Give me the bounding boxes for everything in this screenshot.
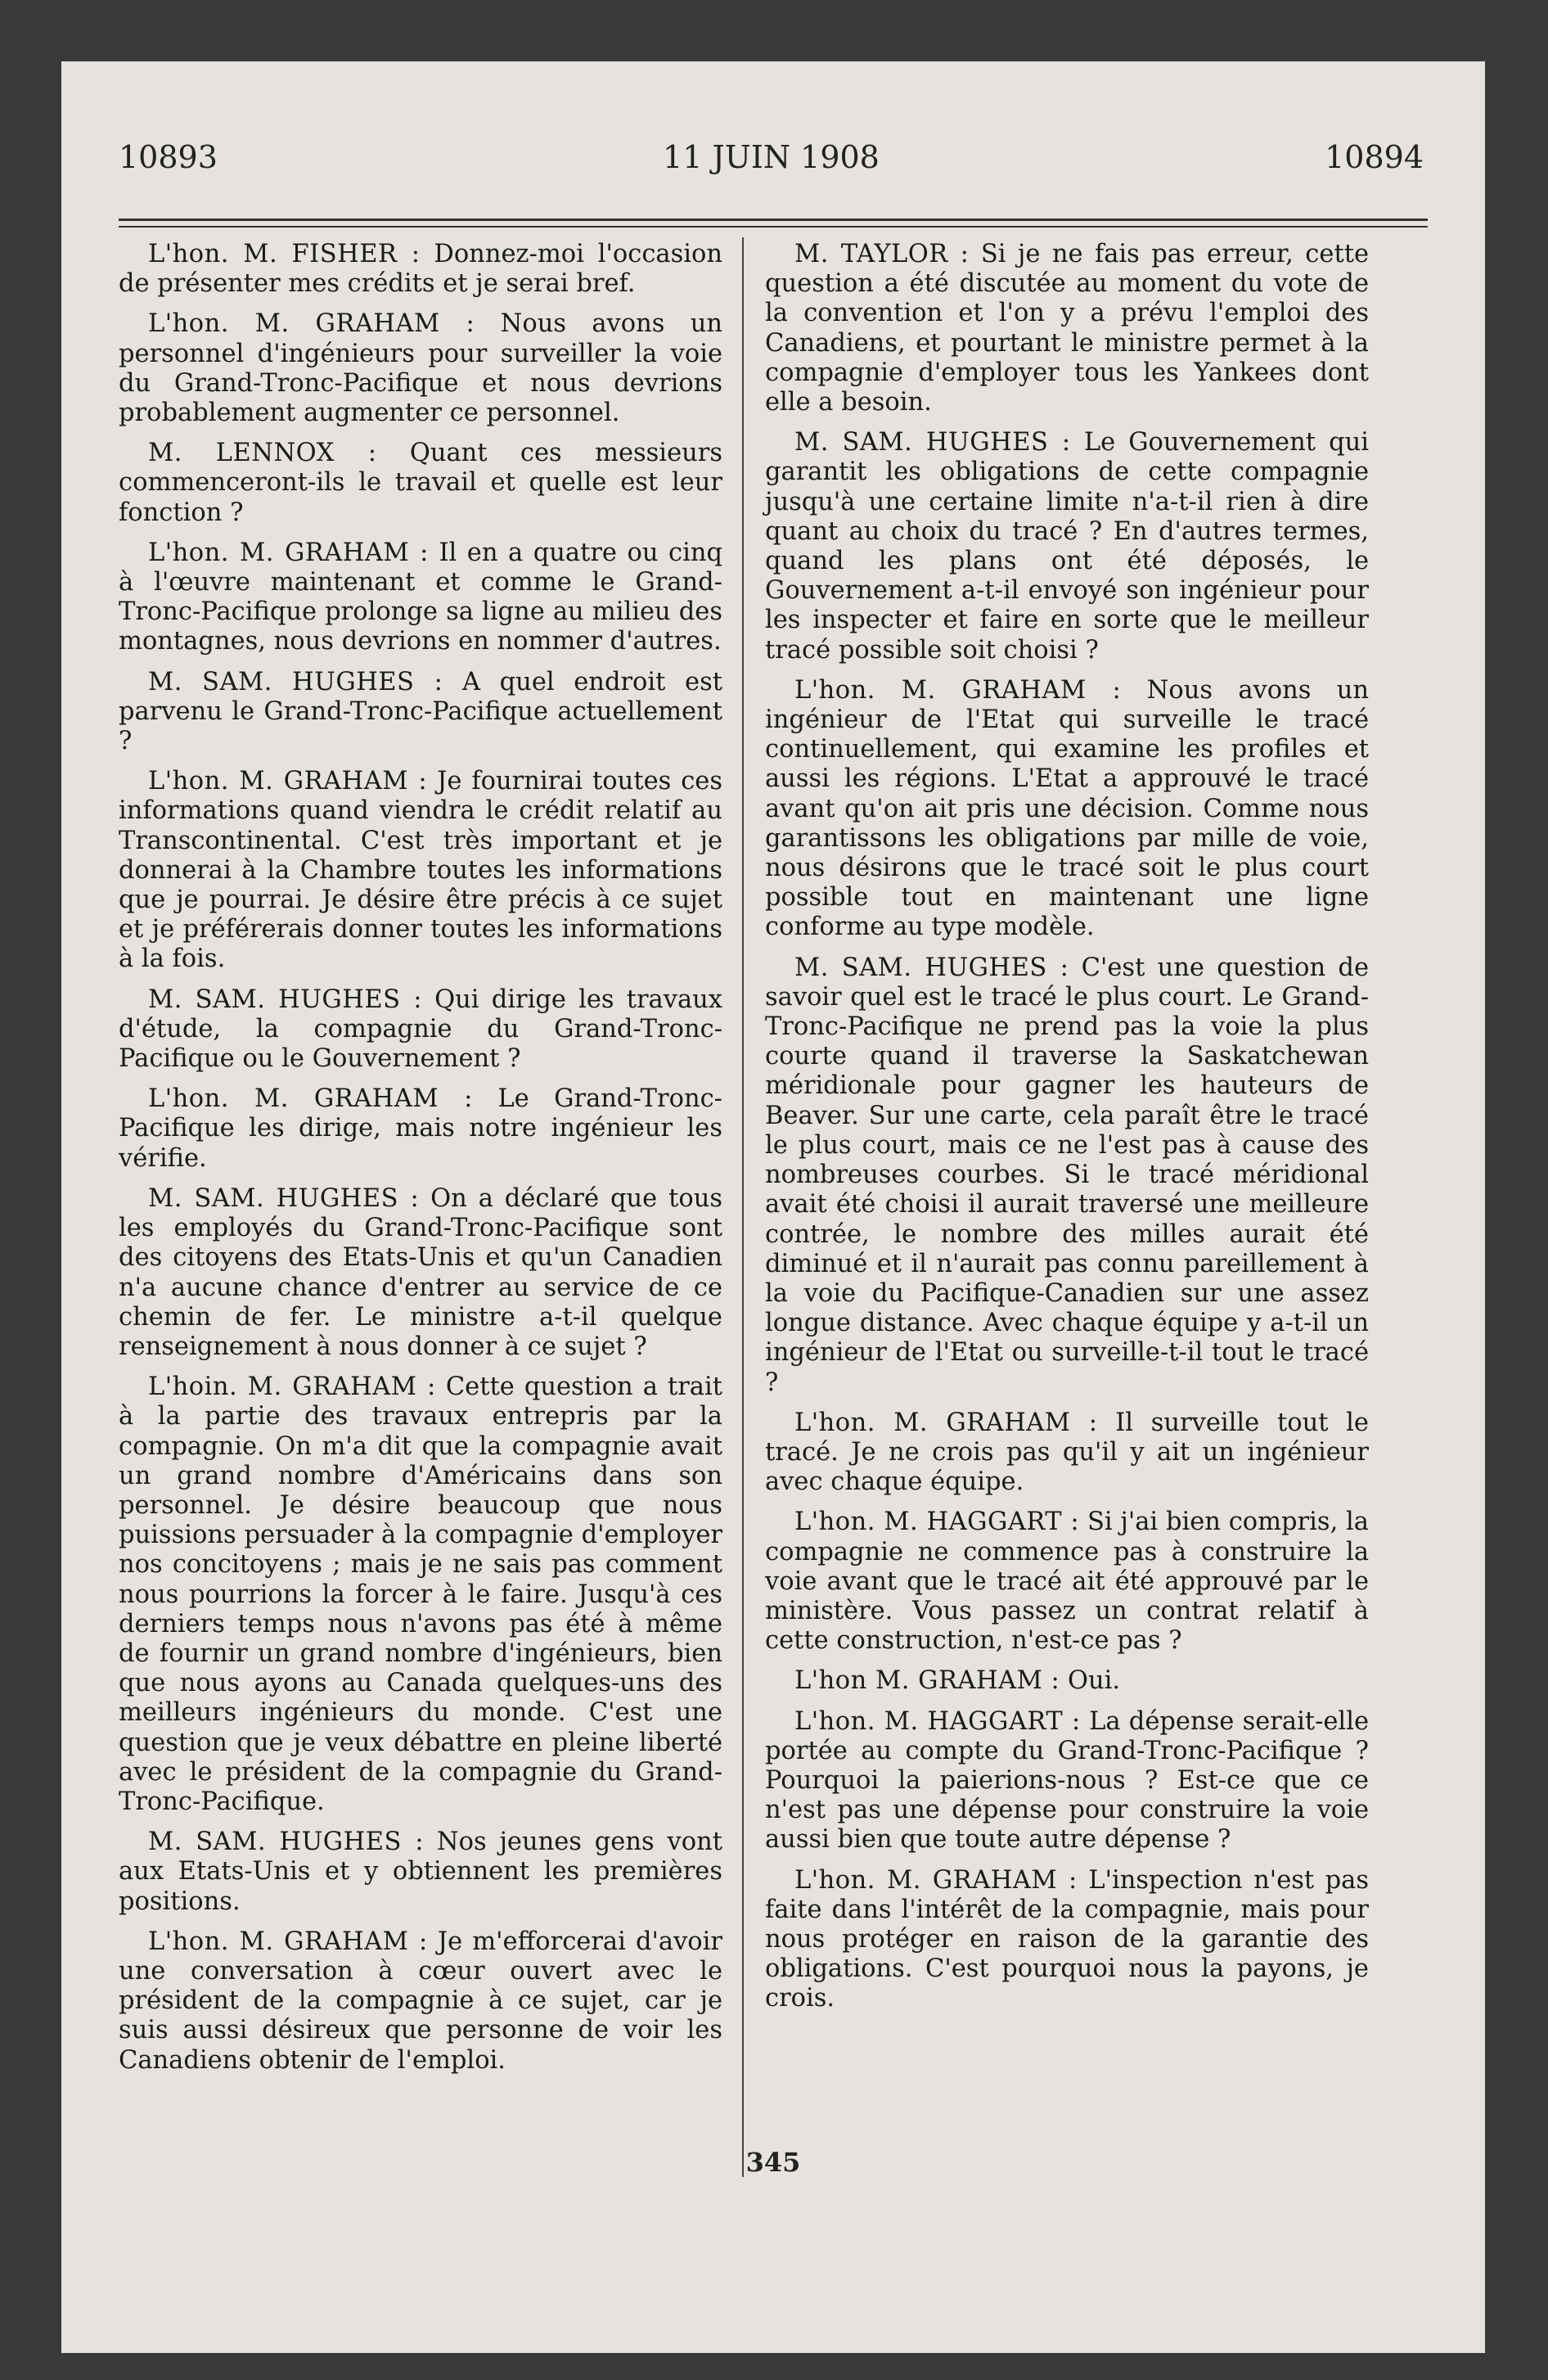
page-number-left: 10893: [119, 139, 218, 175]
page-footer-number: 345: [745, 2147, 801, 2178]
paragraph-text: L'inspection n'est pas faite dans l'intérêt de la compagnie, mais pour nous protéger en raison de la garantie des obligations. C'est pourquoi nous la payons, je crois.: [765, 1865, 1369, 2013]
paragraph-text: Si je ne fais pas erreur, cette question a été discutée au moment du vote de la convention et l'on y a prévu l'emploi des Canadiens, et pourtant le ministre permet à la compagnie d'employer tous les Yankees dont elle a besoin.: [765, 240, 1370, 417]
speaker-name: L'hon. M. GRAHAM :: [148, 538, 429, 567]
page-number-right: 10894: [1325, 139, 1424, 175]
paragraph-text: Nos jeunes gens vont aux Etats-Unis et y obtiennent les premières positions.: [119, 1828, 722, 1916]
paragraph: [119, 1184, 722, 1362]
paragraph: [765, 428, 1369, 665]
paragraph-text: Le Gouvernement qui garantit les obligations de cette compagnie jusqu'à une certaine limite n'a-t-il rien à dire quant au choix du tracé ? En d'autres termes, quand les plans ont été déposés, le Gouvernement a-t-il envoyé son ingénieur pour les inspecter et faire en sorte que le meilleur tracé possible soit choisi ?: [765, 428, 1369, 665]
paragraph-text: Donnez-moi l'occasion de présenter mes crédits et je serai bref.: [119, 240, 722, 299]
speaker-name: L'hon. M. GRAHAM :: [148, 767, 428, 796]
paragraph: [119, 1373, 722, 1817]
right-column: [765, 240, 1369, 2025]
paragraph-text: Le Grand-Tronc-Pacifique les dirige, mais notre ingénieur les vérifie.: [119, 1084, 722, 1173]
paragraph-text: Je m'efforcerai d'avoir une conversation à cœur ouvert avec le président de la compagnie à ce sujet, car je suis aussi désireux que personne de voir les Canadiens obtenir de l'emploi.: [119, 1927, 722, 2075]
speaker-name: M. SAM. HUGHES :: [794, 428, 1071, 458]
paragraph: [119, 985, 722, 1075]
paragraph-text: A quel endroit est parvenu le Grand-Tronc-Pacifique actuellement ?: [119, 667, 723, 756]
paragraph: [765, 676, 1369, 943]
paragraph: [119, 767, 722, 974]
speaker-name: L'hon. M. HAGGART :: [794, 1508, 1080, 1537]
paragraph: [765, 1666, 1369, 1696]
paragraph-text: C'est une question de savoir quel est le tracé le plus court. Le Grand-Tronc-Pacifique ne prend pas la voie la plus courte quand il traverse la Saskatchewan méridionale pour gagner les hauteurs de Beaver. Sur une carte, cela paraît être le tracé le plus court, mais ce ne l'est pas à cause des nombreuses courbes. Si le tracé méridional avait été choisi il aurait traversé une meilleure contrée, le nombre des milles aurait été diminué et il n'aurait pas connu pareillement à la voie du Pacifique-Canadien sur une assez longue distance. Avec chaque équipe y a-t-il un ingénieur de l'Etat ou surveille-t-il tout le tracé ?: [765, 953, 1369, 1397]
speaker-name: L'hon. M. HAGGART :: [794, 1706, 1081, 1736]
paragraph: [119, 439, 722, 528]
paragraph: [119, 1084, 722, 1174]
speaker-name: M. SAM. HUGHES :: [148, 667, 443, 696]
paragraph: [119, 240, 722, 299]
left-column: [119, 240, 722, 2086]
speaker-name: M. SAM. HUGHES :: [148, 1183, 420, 1213]
header-rule: [119, 219, 1428, 228]
page-date: 11 JUIN 1908: [663, 139, 880, 175]
paragraph: [765, 1409, 1369, 1498]
speaker-name: L'hon. M. GRAHAM :: [794, 1865, 1078, 1895]
paragraph-text: Il en a quatre ou cinq à l'œuvre maintenant et comme le Grand-Tronc-Pacifique prolonge sa ligne au milieu des montagnes, nous devrions en nommer d'autres.: [119, 538, 723, 656]
speaker-name: L'hoin. M. GRAHAM :: [148, 1373, 436, 1402]
paragraph: [765, 1707, 1369, 1855]
paragraph-text: Il surveille tout le tracé. Je ne crois pas qu'il y ait un ingénieur avec chaque équipe.: [765, 1408, 1369, 1497]
paragraph-text: Cette question a trait à la partie des travaux entrepris par la compagnie. On m'a dit que la compagnie avait un grand nombre d'Américains dans son personnel. Je désire beaucoup que nous puissions persuader à la compagnie d'employer nos concitoyens ; mais je ne sais pas comment nous pourrions la forcer à le faire. Jusqu'à ces derniers temps nous n'avons pas été à même de fournir un grand nombre d'ingénieurs, bien que nous ayons au Canada quelques-uns des meilleurs ingénieurs du monde. C'est une question que je veux débattre en pleine liberté avec le président de la compagnie du Grand-Tronc-Pacifique.: [119, 1373, 723, 1816]
paragraph-text: Nous avons un personnel d'ingénieurs pour surveiller la voie du Grand-Tronc-Pacifique et nous devrions probablement augmenter ce personnel.: [119, 309, 722, 428]
paragraph: [119, 1828, 722, 1917]
paragraph: [765, 1508, 1369, 1656]
speaker-name: L'hon. M. GRAHAM :: [148, 309, 475, 339]
speaker-name: L'hon. M. FISHER :: [148, 240, 421, 268]
speaker-name: M. SAM. HUGHES :: [794, 953, 1069, 982]
paragraph-text: La dépense serait-elle portée au compte du Grand-Tronc-Pacifique ? Pourquoi la paierions-nous ? Est-ce que ce n'est pas une dépense pour construire la voie aussi bien que toute autre dépense ?: [765, 1706, 1369, 1855]
speaker-name: L'hon. M. GRAHAM :: [148, 1927, 428, 1956]
speaker-name: M. SAM. HUGHES :: [148, 1828, 425, 1857]
paragraph-text: On a déclaré que tous les employés du Grand-Tronc-Pacifique sont des citoyens des Etats-Unis et qu'un Canadien n'a aucune chance d'entrer au service de ce chemin de fer. Le ministre a-t-il quelque renseignement à nous donner à ce sujet ?: [119, 1183, 722, 1361]
paragraph: [765, 1866, 1369, 2014]
page: [61, 61, 1485, 2353]
paragraph: [119, 309, 722, 428]
page-header: [119, 139, 1424, 188]
speaker-name: L'hon. M. GRAHAM :: [148, 1084, 473, 1114]
speaker-name: M. LENNOX :: [148, 439, 377, 468]
speaker-name: L'hon. M. GRAHAM :: [794, 1408, 1098, 1437]
paragraph: [119, 1927, 722, 2076]
paragraph-text: Quant ces messieurs commenceront-ils le travail et quelle est leur fonction ?: [119, 439, 722, 527]
speaker-name: L'hon. M. GRAHAM :: [794, 675, 1122, 705]
speaker-name: L'hon M. GRAHAM :: [794, 1666, 1060, 1696]
paragraph: [765, 240, 1369, 417]
paragraph-text: Oui.: [1068, 1666, 1121, 1696]
paragraph-text: Qui dirige les travaux d'étude, la compagnie du Grand-Tronc-Pacifique ou le Gouvernement ?: [119, 985, 722, 1074]
paragraph: [119, 668, 722, 757]
speaker-name: M. SAM. HUGHES :: [148, 985, 422, 1014]
speaker-name: M. TAYLOR :: [794, 240, 970, 268]
paragraph: [119, 539, 722, 657]
paragraph-text: Je fournirai toutes ces informations quand viendra le crédit relatif au Transcontinental. C'est très important et je donnerai à la Chambre toutes les informations que je pourrai. Je désire être précis à ce sujet et je préférerais donner toutes les informations à la fois.: [119, 767, 722, 974]
column-divider: [742, 237, 744, 2177]
paragraph: [765, 953, 1369, 1398]
paragraph-text: Si j'ai bien compris, la compagnie ne commence pas à construire la voie avant que le tracé ait été approuvé par le ministère. Vous passez un contrat relatif à cette construction, n'est-ce pas ?: [765, 1508, 1369, 1656]
paragraph-text: Nous avons un ingénieur de l'Etat qui surveille le tracé continuellement, qui examine les profiles et aussi les régions. L'Etat a approuvé le tracé avant qu'on ait pris une décision. Comme nous garantissons les obligations par mille de voie, nous désirons que le tracé soit le plus court possible tout en maintenant une ligne conforme au type modèle.: [765, 675, 1369, 942]
